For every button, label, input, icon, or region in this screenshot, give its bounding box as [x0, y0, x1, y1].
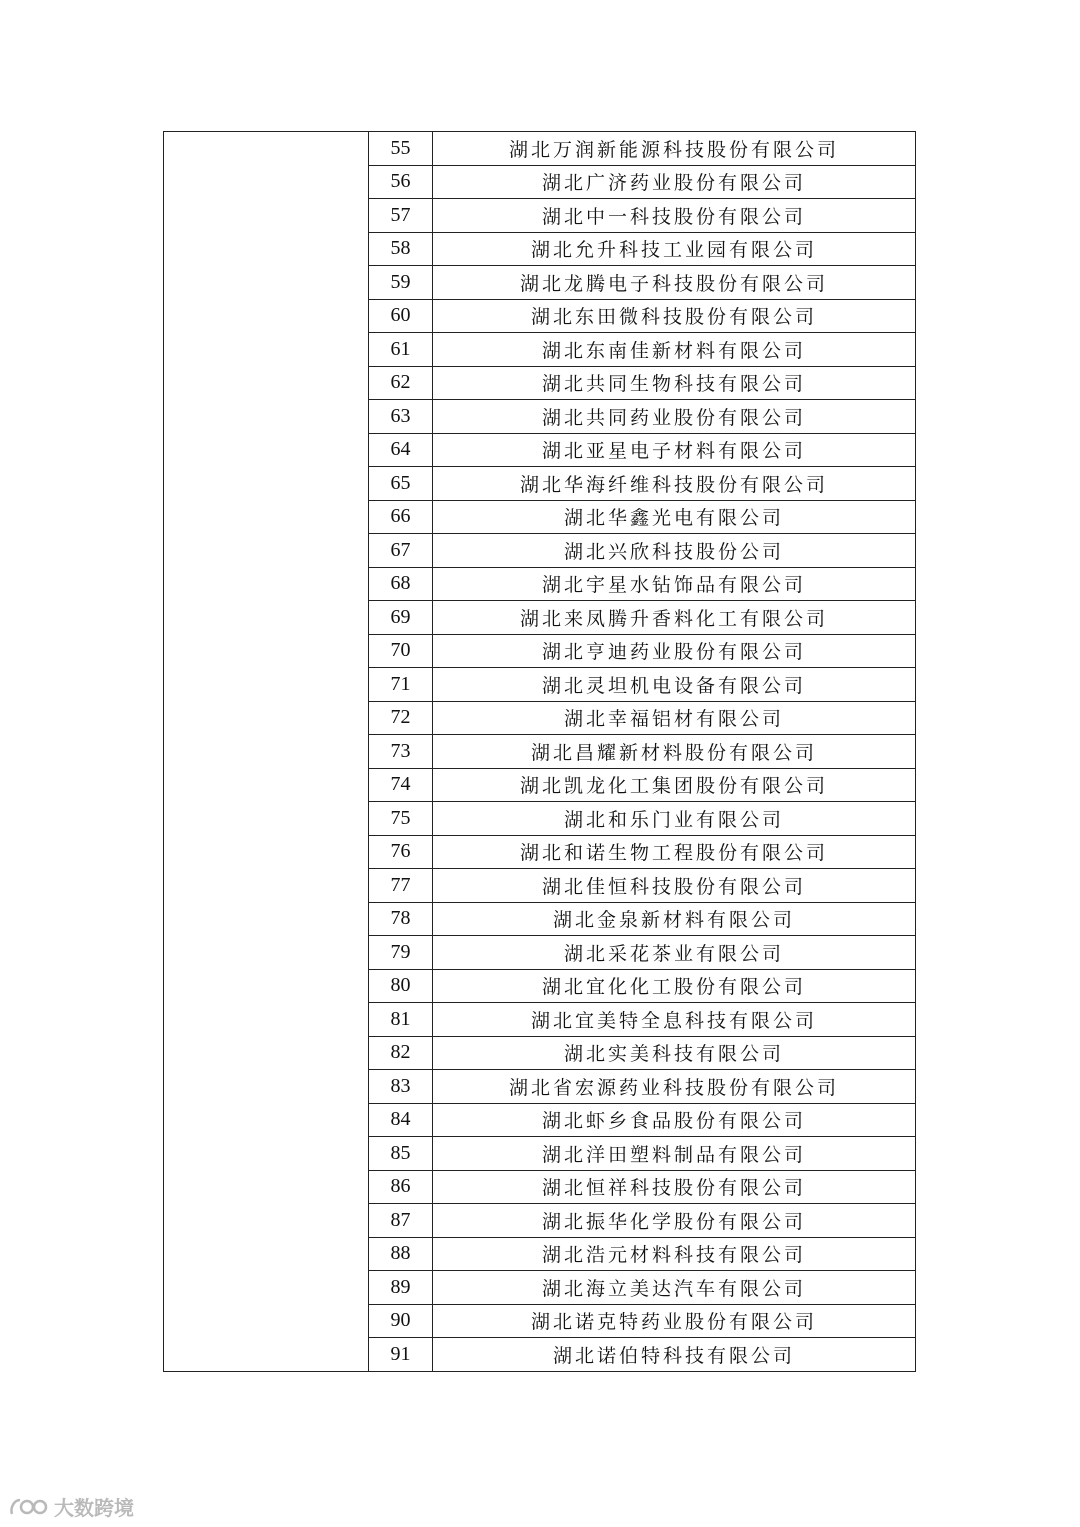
- row-number-cell: 75: [369, 802, 433, 836]
- company-name-cell: 湖北诺克特药业股份有限公司: [433, 1304, 916, 1338]
- row-number-cell: 70: [369, 634, 433, 668]
- row-number-cell: 56: [369, 165, 433, 199]
- company-name-cell: 湖北宇星水钻饰品有限公司: [433, 567, 916, 601]
- company-name-cell: 湖北华海纤维科技股份有限公司: [433, 467, 916, 501]
- company-name-cell: 湖北万润新能源科技股份有限公司: [433, 132, 916, 166]
- row-number-cell: 78: [369, 902, 433, 936]
- row-number-cell: 67: [369, 534, 433, 568]
- row-number-cell: 59: [369, 266, 433, 300]
- company-name-cell: 湖北昌耀新材料股份有限公司: [433, 735, 916, 769]
- company-name-cell: 湖北幸福铝材有限公司: [433, 701, 916, 735]
- row-number-cell: 73: [369, 735, 433, 769]
- row-number-cell: 81: [369, 1003, 433, 1037]
- row-number-cell: 58: [369, 232, 433, 266]
- company-name-cell: 湖北东南佳新材料有限公司: [433, 333, 916, 367]
- row-number-cell: 66: [369, 500, 433, 534]
- row-number-cell: 57: [369, 199, 433, 233]
- row-number-cell: 63: [369, 400, 433, 434]
- company-name-cell: 湖北洋田塑料制品有限公司: [433, 1137, 916, 1171]
- company-name-cell: 湖北和乐门业有限公司: [433, 802, 916, 836]
- company-name-cell: 湖北恒祥科技股份有限公司: [433, 1170, 916, 1204]
- company-name-cell: 湖北广济药业股份有限公司: [433, 165, 916, 199]
- company-name-cell: 湖北实美科技有限公司: [433, 1036, 916, 1070]
- row-number-cell: 69: [369, 601, 433, 635]
- table-body: [164, 132, 916, 1372]
- row-number-cell: 89: [369, 1271, 433, 1305]
- company-name-cell: 湖北龙腾电子科技股份有限公司: [433, 266, 916, 300]
- row-number-cell: 64: [369, 433, 433, 467]
- company-name-cell: 湖北亨迪药业股份有限公司: [433, 634, 916, 668]
- brand-logo-icon: [8, 1494, 50, 1520]
- company-name-cell: 湖北金泉新材料有限公司: [433, 902, 916, 936]
- company-name-cell: 湖北共同药业股份有限公司: [433, 400, 916, 434]
- company-name-cell: 湖北虾乡食品股份有限公司: [433, 1103, 916, 1137]
- company-name-cell: 湖北来凤腾升香料化工有限公司: [433, 601, 916, 635]
- company-name-cell: 湖北采花茶业有限公司: [433, 936, 916, 970]
- company-name-cell: 湖北佳恒科技股份有限公司: [433, 869, 916, 903]
- company-name-cell: 湖北灵坦机电设备有限公司: [433, 668, 916, 702]
- row-number-cell: 76: [369, 835, 433, 869]
- row-number-cell: 85: [369, 1137, 433, 1171]
- company-name-cell: 湖北凯龙化工集团股份有限公司: [433, 768, 916, 802]
- row-number-cell: 71: [369, 668, 433, 702]
- company-name-cell: 湖北东田微科技股份有限公司: [433, 299, 916, 333]
- row-number-cell: 62: [369, 366, 433, 400]
- company-name-cell: 湖北兴欣科技股份公司: [433, 534, 916, 568]
- row-number-cell: 61: [369, 333, 433, 367]
- row-number-cell: 77: [369, 869, 433, 903]
- company-name-cell: 湖北允升科技工业园有限公司: [433, 232, 916, 266]
- row-number-cell: 60: [369, 299, 433, 333]
- company-name-cell: 湖北共同生物科技有限公司: [433, 366, 916, 400]
- company-name-cell: 湖北诺伯特科技有限公司: [433, 1338, 916, 1372]
- row-number-cell: 55: [369, 132, 433, 166]
- watermark: [8, 1492, 134, 1521]
- company-name-cell: 湖北中一科技股份有限公司: [433, 199, 916, 233]
- company-name-cell: 湖北海立美达汽车有限公司: [433, 1271, 916, 1305]
- company-name-cell: 湖北亚星电子材料有限公司: [433, 433, 916, 467]
- row-number-cell: 83: [369, 1070, 433, 1104]
- company-name-cell: 湖北华鑫光电有限公司: [433, 500, 916, 534]
- row-number-cell: 79: [369, 936, 433, 970]
- company-name-cell: 湖北振华化学股份有限公司: [433, 1204, 916, 1238]
- group-cell: [164, 132, 369, 1372]
- row-number-cell: 80: [369, 969, 433, 1003]
- row-number-cell: 72: [369, 701, 433, 735]
- row-number-cell: 74: [369, 768, 433, 802]
- row-number-cell: 84: [369, 1103, 433, 1137]
- company-name-cell: 湖北和诺生物工程股份有限公司: [433, 835, 916, 869]
- company-name-cell: 湖北宜美特全息科技有限公司: [433, 1003, 916, 1037]
- company-name-cell: 湖北省宏源药业科技股份有限公司: [433, 1070, 916, 1104]
- table-row: [164, 132, 916, 166]
- row-number-cell: 88: [369, 1237, 433, 1271]
- row-number-cell: 68: [369, 567, 433, 601]
- row-number-cell: 90: [369, 1304, 433, 1338]
- row-number-cell: 82: [369, 1036, 433, 1070]
- row-number-cell: 65: [369, 467, 433, 501]
- company-name-cell: 湖北宜化化工股份有限公司: [433, 969, 916, 1003]
- company-list-table: [163, 131, 916, 1372]
- row-number-cell: 87: [369, 1204, 433, 1238]
- row-number-cell: 91: [369, 1338, 433, 1372]
- company-name-cell: 湖北浩元材料科技有限公司: [433, 1237, 916, 1271]
- row-number-cell: 86: [369, 1170, 433, 1204]
- watermark-text: 大数跨境: [54, 1496, 134, 1520]
